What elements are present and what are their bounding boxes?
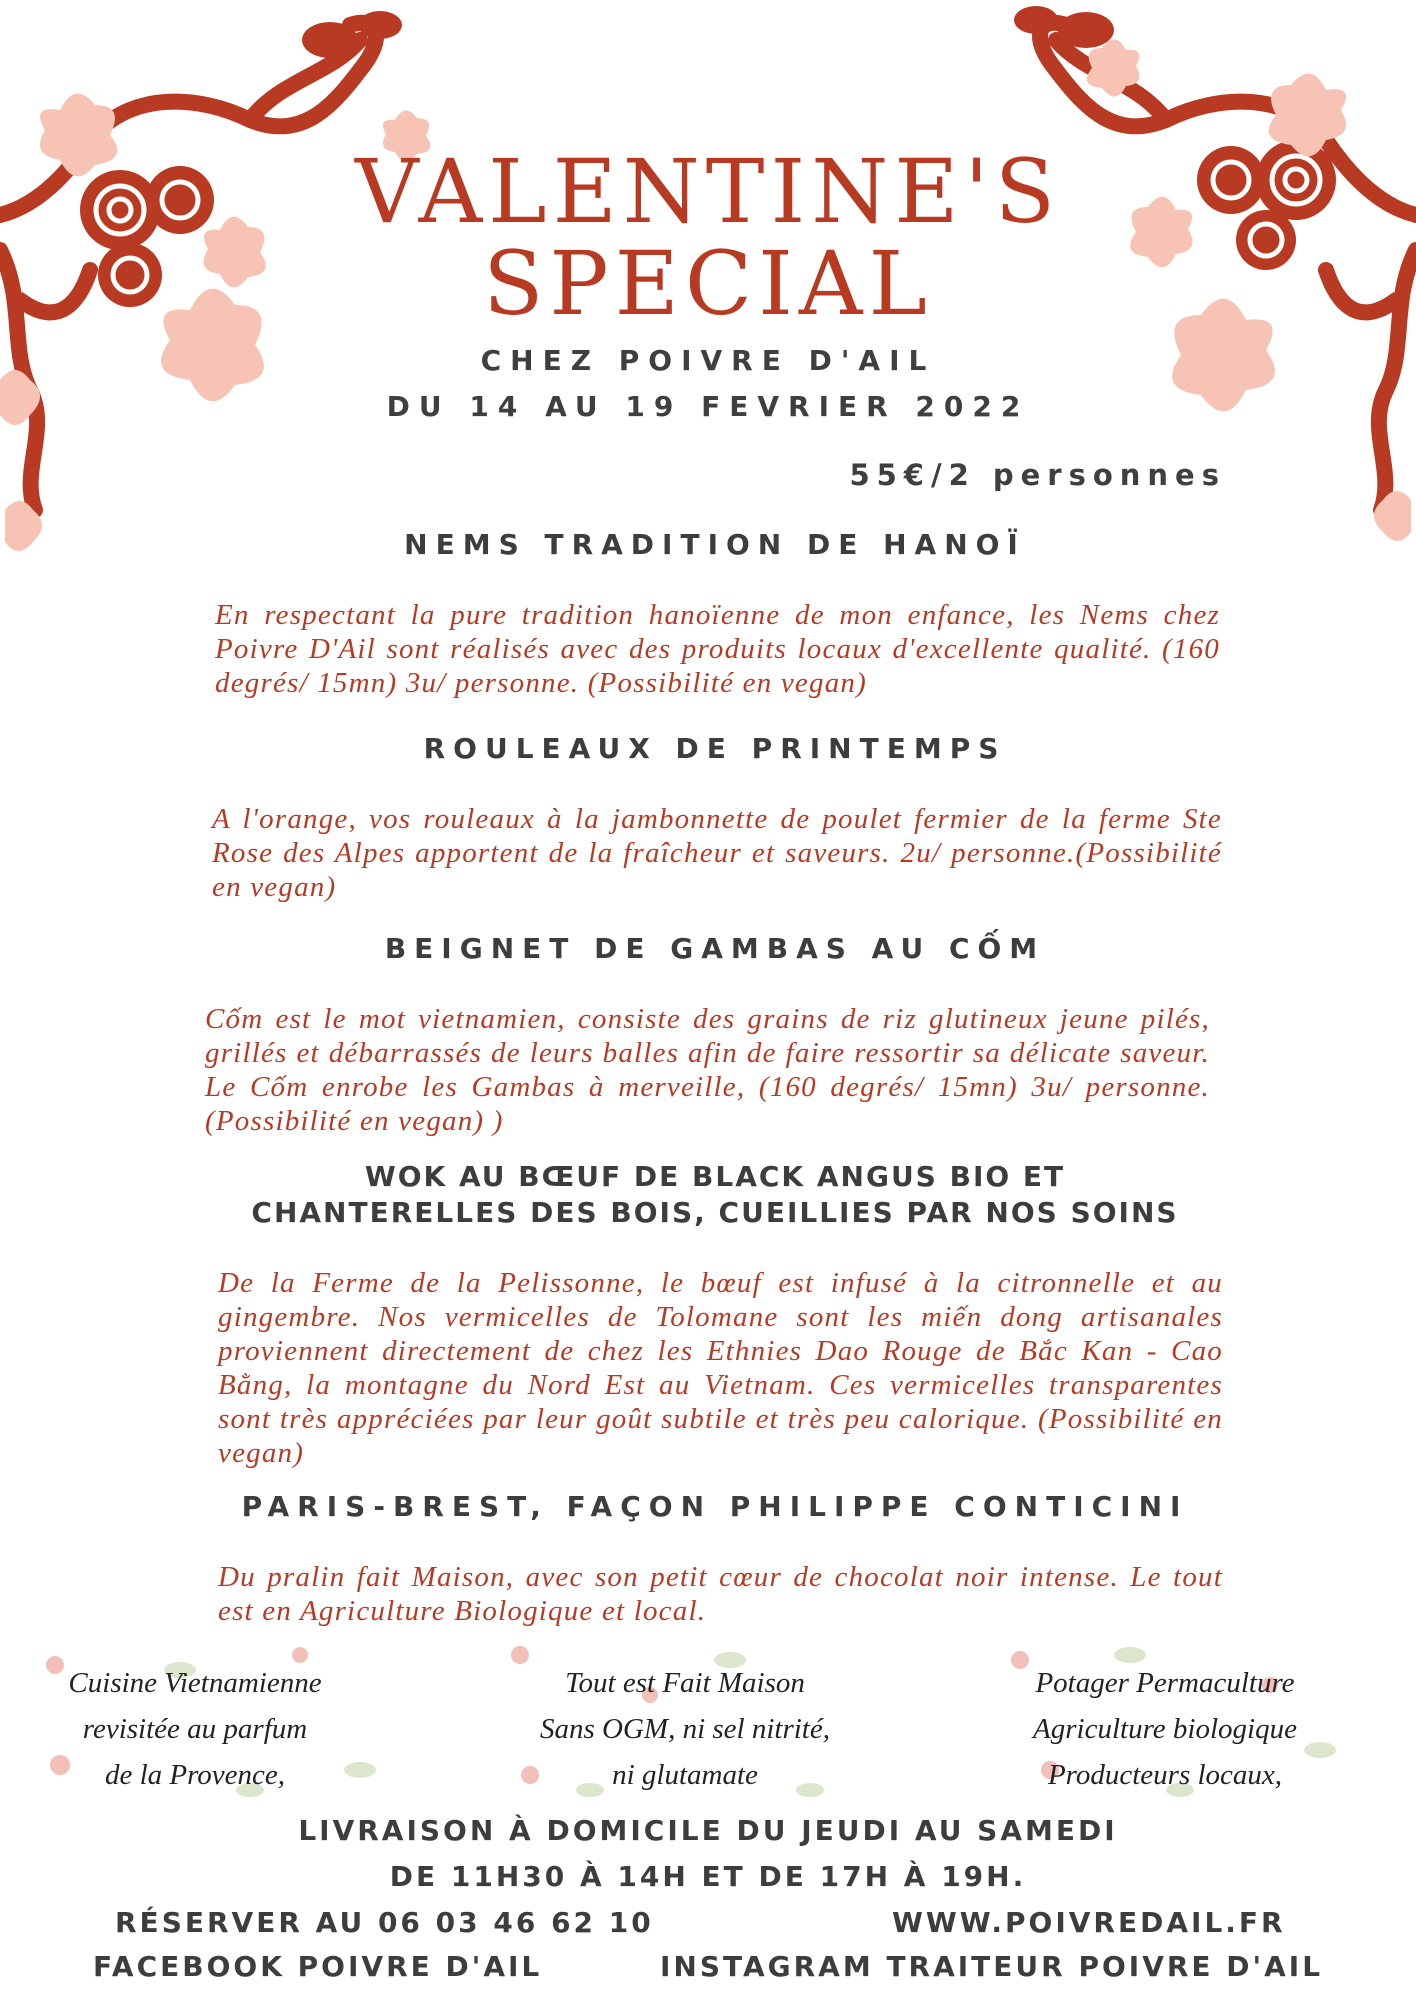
restaurant-name: CHEZ POIVRE D'AIL xyxy=(480,344,936,377)
feature-line: Potager Permaculture xyxy=(1035,1667,1295,1699)
menu-item-description: De la Ferme de la Pelissonne, le bœuf est infusé à la citronnelle et au gingembre. Nos vermicelles de Tolomane sont les miến dong artisanales proviennent directement de chez les Ethnies Dao Rouge de Bắc Kan - Cao Bằng, la montagne du Nord Est au Vietnam. Ces vermicelles transparentes sont très appréciées par leur goût subtile et très peu calorique. (Possibilité en vegan) xyxy=(218,1267,1223,1469)
price: 55€/2 personnes xyxy=(849,458,1226,492)
menu-item-title: CHANTERELLES DES BOIS, CUEILLIES PAR NOS SOINS xyxy=(251,1196,1179,1229)
reservation-phone[interactable]: RÉSERVER AU 06 03 46 62 10 xyxy=(115,1906,654,1939)
menu-item-title: WOK AU BŒUF DE BLACK ANGUS BIO ET xyxy=(364,1160,1066,1193)
feature-column-organic xyxy=(1000,1660,1330,1798)
menu-item-description: Cốm est le mot vietnamien, consiste des grains de riz glutineux jeune pilés, grillés et débarrassés de leurs balles afin de faire ressortir sa délicate saveur. Le Cốm enrobe les Gambas à merveille, (160 degrés/ 15mn) 3u/ personne.(Possibilité en vegan) ) xyxy=(205,1003,1210,1137)
feature-line: de la Provence, xyxy=(104,1759,286,1791)
page-title-line1: VALENTINE'S xyxy=(355,140,1061,243)
menu-item-title: ROULEAUX DE PRINTEMPS xyxy=(423,732,1007,765)
menu-item-description: En respectant la pure tradition hanoïenne de mon enfance, les Nems chez Poivre D'Ail sont réalisés avec des produits locaux d'excellente qualité. (160 degrés/ 15mn) 3u/ personne. (Possibilité en vegan) xyxy=(215,599,1220,699)
delivery-info: LIVRAISON À DOMICILE DU JEUDI AU SAMEDI xyxy=(298,1814,1118,1847)
feature-line: revisitée au parfum xyxy=(82,1713,308,1745)
feature-column-homemade xyxy=(520,1660,850,1798)
delivery-hours: DE 11H30 À 14H ET DE 17H À 19H. xyxy=(389,1860,1027,1893)
feature-column-cuisine xyxy=(30,1660,360,1798)
page-title-line2: SPECIAL xyxy=(483,232,933,335)
menu-item-title: BEIGNET DE GAMBAS AU CỐM xyxy=(384,932,1046,965)
feature-line: Agriculture biologique xyxy=(1033,1713,1297,1745)
feature-line: Cuisine Vietnamienne xyxy=(68,1667,322,1699)
event-dates: DU 14 AU 19 FEVRIER 2022 xyxy=(386,390,1030,423)
feature-line: Producteurs locaux, xyxy=(1047,1759,1283,1791)
menu-item-description: A l'orange, vos rouleaux à la jambonnette de poulet fermier de la ferme Ste Rose des Alpes apportent de la fraîcheur et saveurs. 2u/ personne.(Possibilité en vegan) xyxy=(212,803,1222,903)
menu-item-title: PARIS-BREST, FAÇON PHILIPPE CONTICINI xyxy=(241,1490,1189,1523)
feature-line: ni glutamate xyxy=(612,1759,758,1791)
facebook-link[interactable]: FACEBOOK POIVRE D'AIL xyxy=(93,1950,543,1983)
menu-item-title: NEMS TRADITION DE HANOÏ xyxy=(404,528,1026,561)
instagram-link[interactable]: INSTAGRAM TRAITEUR POIVRE D'AIL xyxy=(660,1950,1324,1983)
menu-item-description: Du pralin fait Maison, avec son petit cœur de chocolat noir intense. Le tout est en Agriculture Biologique et local. xyxy=(218,1561,1223,1627)
website-link[interactable]: WWW.POIVREDAIL.FR xyxy=(892,1906,1286,1939)
feature-line: Sans OGM, ni sel nitrité, xyxy=(540,1713,830,1745)
feature-line: Tout est Fait Maison xyxy=(565,1667,805,1699)
